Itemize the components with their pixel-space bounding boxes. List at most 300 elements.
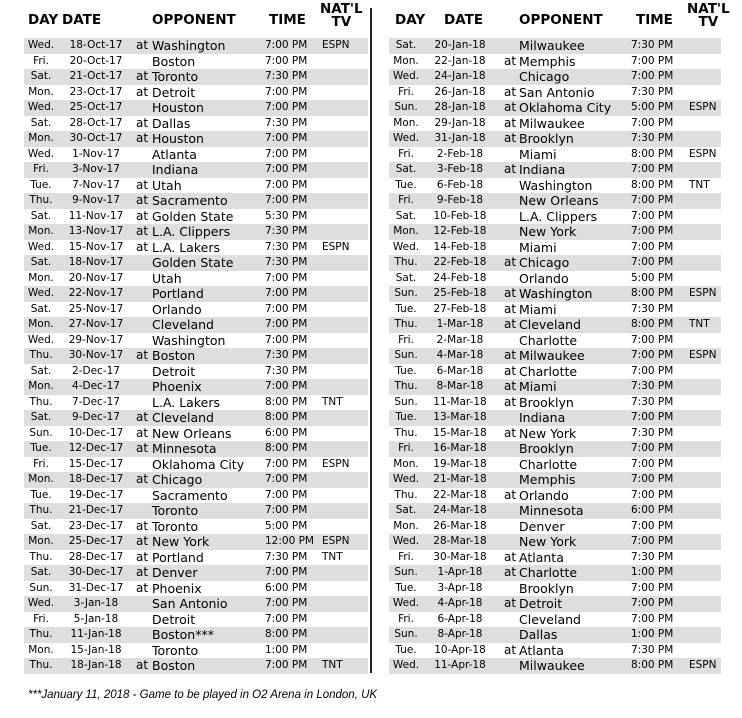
date-cell: 1-Nov-17 — [72, 147, 120, 160]
opponent-cell: Boston — [152, 658, 196, 673]
game-row — [389, 131, 721, 147]
date-cell: 9-Feb-18 — [436, 194, 484, 206]
time-cell: 12:00 PM — [265, 535, 314, 547]
game-row — [389, 364, 721, 380]
time-cell: 8:00 PM — [631, 147, 674, 160]
away-marker: at — [504, 162, 517, 176]
date-cell: 4-Apr-18 — [437, 597, 483, 609]
game-row — [24, 426, 368, 442]
opponent-cell: Indiana — [152, 162, 199, 177]
game-row — [24, 658, 368, 674]
opponent-cell: Charlotte — [519, 332, 578, 348]
opponent-cell: Memphis — [519, 53, 576, 69]
game-row — [24, 612, 368, 628]
date-cell: 12-Feb-18 — [433, 225, 487, 237]
game-row — [389, 240, 721, 256]
day-cell: Mon. — [28, 225, 54, 237]
date-cell: 28-Dec-17 — [68, 550, 124, 563]
opponent-cell: Oklahoma City — [152, 456, 245, 472]
date-cell: 28-Oct-17 — [69, 116, 123, 129]
time-cell: 7:00 PM — [631, 163, 674, 175]
game-row — [389, 550, 721, 566]
date-cell: 3-Jan-18 — [73, 597, 119, 609]
opponent-cell: Toronto — [152, 69, 199, 84]
day-cell: Wed. — [392, 659, 420, 671]
day-cell: Thu. — [29, 659, 53, 671]
opponent-cell: Miami — [519, 239, 557, 255]
away-marker: at — [504, 549, 517, 564]
game-row — [24, 488, 368, 504]
date-cell: 2-Mar-18 — [436, 333, 484, 346]
game-row — [24, 317, 368, 333]
day-cell: Thu. — [29, 349, 53, 361]
day-cell: Mon. — [28, 643, 54, 656]
time-cell: 7:30 PM — [265, 550, 308, 563]
tv-cell: ESPN — [322, 457, 350, 470]
time-cell: 7:00 PM — [265, 457, 308, 470]
date-cell: 23-Oct-17 — [69, 85, 123, 98]
opponent-cell: New York — [519, 425, 577, 441]
opponent-cell: Brooklyn — [519, 394, 574, 410]
date-cell: 13-Nov-17 — [68, 225, 124, 237]
time-cell: 7:00 PM — [265, 473, 308, 485]
game-row — [389, 519, 721, 535]
away-marker: at — [136, 658, 149, 672]
day-cell: Sun. — [29, 426, 53, 439]
game-row — [24, 286, 368, 302]
date-cell: 3-Apr-18 — [437, 581, 483, 594]
time-cell: 7:00 PM — [265, 566, 308, 578]
date-cell: 15-Jan-18 — [70, 643, 122, 656]
date-cell: 19-Dec-17 — [68, 488, 124, 501]
opponent-cell: Atlanta — [519, 642, 564, 658]
opponent-cell: Toronto — [152, 642, 199, 658]
date-cell: 26-Jan-18 — [434, 85, 486, 98]
opponent-cell: Golden State — [152, 255, 234, 270]
day-cell: Tue. — [30, 178, 52, 191]
away-marker: at — [136, 224, 149, 238]
day-cell: Sat. — [395, 209, 417, 222]
date-cell: 30-Dec-17 — [68, 566, 124, 578]
game-row — [389, 255, 721, 271]
time-cell: 7:00 PM — [265, 302, 308, 315]
day-cell: Sun. — [394, 628, 418, 640]
date-cell: 28-Mar-18 — [433, 535, 487, 547]
time-cell: 7:00 PM — [631, 519, 674, 532]
header-national-tv — [687, 3, 730, 29]
opponent-cell: L.A. Lakers — [152, 394, 220, 410]
away-marker: at — [504, 363, 517, 378]
opponent-cell: San Antonio — [519, 84, 595, 100]
away-marker: at — [136, 208, 149, 223]
schedule-right-column — [389, 0, 730, 674]
opponent-cell: Phoenix — [152, 379, 202, 394]
opponent-cell: Indiana — [519, 410, 566, 425]
column-headers — [24, 0, 368, 38]
time-cell: 8:00 PM — [265, 628, 308, 640]
game-row — [389, 85, 721, 101]
time-cell: 7:00 PM — [631, 333, 674, 346]
time-cell: 7:00 PM — [631, 535, 674, 547]
game-row — [389, 54, 721, 70]
time-cell: 7:00 PM — [265, 147, 308, 160]
time-cell: 7:00 PM — [631, 411, 674, 423]
tv-cell: ESPN — [689, 349, 717, 361]
away-marker: at — [504, 425, 517, 440]
game-row — [24, 85, 368, 101]
date-cell: 8-Mar-18 — [436, 380, 484, 392]
tv-cell: ESPN — [689, 287, 717, 299]
time-cell: 7:00 PM — [631, 597, 674, 609]
day-cell: Wed. — [392, 535, 420, 547]
away-marker: at — [504, 84, 517, 99]
away-marker: at — [136, 115, 149, 130]
game-row — [24, 193, 368, 209]
date-cell: 5-Jan-18 — [73, 612, 119, 625]
date-cell: 9-Dec-17 — [72, 411, 120, 423]
opponent-cell: Milwaukee — [519, 348, 585, 363]
game-row — [24, 271, 368, 287]
time-cell: 7:00 PM — [631, 488, 674, 501]
date-cell: 30-Oct-17 — [69, 132, 123, 144]
day-cell: Sat. — [395, 504, 417, 516]
time-cell: 7:00 PM — [631, 457, 674, 470]
header-date: DATE — [62, 12, 102, 28]
away-marker: at — [136, 193, 149, 207]
date-cell: 20-Oct-17 — [69, 54, 123, 67]
header-time: TIME — [636, 12, 673, 28]
date-cell: 22-Jan-18 — [434, 54, 486, 67]
date-cell: 23-Dec-17 — [68, 519, 124, 532]
day-cell: Fri. — [398, 333, 414, 346]
day-cell: Mon. — [28, 85, 54, 98]
game-row — [389, 69, 721, 85]
date-cell: 3-Nov-17 — [72, 163, 120, 175]
day-cell: Sun. — [394, 287, 418, 299]
away-marker: at — [136, 177, 149, 192]
day-cell: Wed. — [392, 473, 420, 485]
away-marker: at — [136, 69, 149, 83]
game-row — [24, 38, 368, 54]
time-cell: 7:30 PM — [631, 85, 674, 98]
date-cell: 6-Feb-18 — [436, 178, 484, 191]
game-row — [24, 643, 368, 659]
tv-cell: TNT — [322, 550, 343, 563]
game-row — [24, 209, 368, 225]
day-cell: Tue. — [395, 364, 417, 377]
away-marker: at — [136, 239, 149, 254]
opponent-cell: Indiana — [519, 162, 566, 177]
opponent-cell: Chicago — [519, 69, 570, 84]
time-cell: 7:30 PM — [265, 70, 308, 82]
day-cell: Fri. — [398, 147, 414, 160]
date-cell: 6-Apr-18 — [437, 612, 483, 625]
time-cell: 7:30 PM — [631, 39, 674, 51]
time-cell: 6:00 PM — [265, 581, 308, 594]
game-row — [389, 565, 721, 581]
date-cell: 29-Jan-18 — [434, 116, 486, 129]
day-cell: Thu. — [394, 318, 418, 330]
date-cell: 25-Feb-18 — [433, 287, 487, 299]
time-cell: 8:00 PM — [265, 411, 308, 423]
day-cell: Fri. — [33, 163, 49, 175]
opponent-cell: Portland — [152, 549, 204, 565]
day-cell: Sun. — [394, 395, 418, 408]
opponent-cell: Boston*** — [152, 627, 214, 642]
day-cell: Sat. — [30, 302, 52, 315]
date-cell: 26-Mar-18 — [433, 519, 487, 532]
date-cell: 2-Feb-18 — [436, 147, 484, 160]
day-cell: Sat. — [30, 411, 52, 423]
game-row — [24, 534, 368, 550]
time-cell: 1:00 PM — [631, 628, 674, 640]
date-cell: 30-Nov-17 — [68, 349, 124, 361]
time-cell: 1:00 PM — [631, 566, 674, 578]
game-row — [24, 395, 368, 411]
time-cell: 7:00 PM — [265, 488, 308, 501]
date-cell: 24-Feb-18 — [433, 271, 487, 284]
away-marker: at — [504, 286, 517, 300]
away-marker: at — [136, 425, 149, 440]
away-marker: at — [504, 348, 517, 362]
date-cell: 21-Mar-18 — [433, 473, 487, 485]
time-cell: 8:00 PM — [631, 318, 674, 330]
day-cell: Mon. — [28, 535, 54, 547]
game-row — [24, 116, 368, 132]
date-cell: 18-Dec-17 — [68, 473, 124, 485]
opponent-cell: Cleveland — [152, 410, 214, 425]
opponent-cell: New York — [519, 224, 577, 239]
opponent-cell: Milwaukee — [519, 658, 585, 673]
game-row — [389, 317, 721, 333]
time-cell: 7:00 PM — [265, 178, 308, 191]
date-cell: 24-Jan-18 — [434, 70, 486, 82]
opponent-cell: Washington — [152, 332, 226, 348]
date-cell: 10-Feb-18 — [433, 209, 487, 222]
opponent-cell: Atlanta — [519, 549, 564, 565]
date-cell: 28-Jan-18 — [434, 101, 486, 113]
header-opponent: OPPONENT — [152, 12, 236, 28]
time-cell: 8:00 PM — [631, 178, 674, 191]
day-cell: Sun. — [394, 349, 418, 361]
date-cell: 20-Jan-18 — [434, 39, 486, 51]
time-cell: 7:00 PM — [265, 659, 308, 671]
tv-cell: ESPN — [689, 659, 717, 671]
date-cell: 18-Jan-18 — [70, 659, 122, 671]
game-row — [389, 209, 721, 225]
day-cell: Sat. — [30, 209, 52, 222]
day-cell: Tue. — [30, 488, 52, 501]
day-cell: Sat. — [30, 116, 52, 129]
header-date: DATE — [444, 12, 484, 28]
date-cell: 9-Nov-17 — [72, 194, 120, 206]
opponent-cell: Toronto — [152, 503, 199, 518]
day-cell: Sun. — [29, 581, 53, 594]
time-cell: 7:00 PM — [631, 194, 674, 206]
day-cell: Tue. — [395, 581, 417, 594]
game-row — [389, 426, 721, 442]
day-cell: Sat. — [30, 364, 52, 377]
away-marker: at — [504, 596, 517, 610]
day-cell: Mon. — [28, 132, 54, 144]
date-cell: 1-Apr-18 — [437, 566, 483, 578]
day-cell: Sat. — [30, 256, 52, 268]
time-cell: 7:30 PM — [265, 256, 308, 268]
game-row — [389, 333, 721, 349]
away-marker: at — [504, 100, 517, 114]
date-cell: 8-Apr-18 — [437, 628, 483, 640]
time-cell: 7:00 PM — [265, 54, 308, 67]
date-cell: 2-Dec-17 — [72, 364, 120, 377]
column-headers — [389, 0, 730, 38]
opponent-cell: Dallas — [519, 627, 558, 642]
time-cell: 7:30 PM — [265, 240, 308, 253]
date-cell: 27-Nov-17 — [68, 318, 124, 330]
game-row — [24, 348, 368, 364]
game-row — [24, 581, 368, 597]
game-row — [24, 596, 368, 612]
opponent-cell: Utah — [152, 177, 182, 193]
game-row — [24, 100, 368, 116]
opponent-cell: Denver — [152, 565, 198, 580]
day-cell: Thu. — [29, 628, 53, 640]
date-cell: 15-Nov-17 — [68, 240, 124, 253]
date-cell: 22-Nov-17 — [68, 287, 124, 299]
away-marker: at — [136, 580, 149, 595]
date-cell: 4-Dec-17 — [72, 380, 120, 392]
game-row — [24, 503, 368, 519]
away-marker: at — [504, 565, 517, 579]
game-row — [24, 410, 368, 426]
tv-cell: ESPN — [689, 147, 717, 160]
opponent-cell: New York — [519, 534, 577, 549]
day-cell: Wed. — [27, 597, 55, 609]
time-cell: 7:00 PM — [631, 225, 674, 237]
game-row — [389, 147, 721, 163]
opponent-cell: Utah — [152, 270, 182, 286]
time-cell: 7:30 PM — [265, 364, 308, 377]
game-row — [389, 193, 721, 209]
time-cell: 5:00 PM — [631, 101, 674, 113]
opponent-cell: Memphis — [519, 472, 576, 487]
game-row — [24, 519, 368, 535]
time-cell: 7:00 PM — [631, 442, 674, 454]
day-cell: Wed. — [392, 597, 420, 609]
away-marker: at — [136, 410, 149, 424]
time-cell: 1:00 PM — [265, 643, 308, 656]
day-cell: Sat. — [395, 163, 417, 175]
day-cell: Mon. — [393, 116, 419, 129]
day-cell: Wed. — [27, 101, 55, 113]
time-cell: 7:00 PM — [265, 612, 308, 625]
header-national-tv — [320, 3, 363, 29]
game-row — [24, 147, 368, 163]
game-row — [389, 178, 721, 194]
date-cell: 3-Feb-18 — [436, 163, 484, 175]
away-marker: at — [136, 38, 149, 52]
header-tv-line1: NAT'L — [320, 1, 363, 17]
opponent-cell: Chicago — [152, 472, 203, 487]
opponent-cell: Minnesota — [519, 503, 584, 518]
away-marker: at — [504, 115, 517, 130]
opponent-cell: L.A. Lakers — [152, 239, 220, 255]
time-cell: 6:00 PM — [631, 504, 674, 516]
opponent-cell: Orlando — [519, 270, 569, 286]
opponent-cell: Phoenix — [152, 580, 202, 596]
game-row — [24, 224, 368, 240]
time-cell: 8:00 PM — [631, 287, 674, 299]
game-row — [389, 488, 721, 504]
time-cell: 7:00 PM — [631, 209, 674, 222]
game-row — [389, 100, 721, 116]
away-marker: at — [136, 472, 149, 486]
game-row — [389, 581, 721, 597]
day-cell: Thu. — [29, 395, 53, 408]
day-cell: Thu. — [29, 504, 53, 516]
away-marker: at — [136, 84, 149, 99]
date-cell: 21-Oct-17 — [69, 70, 123, 82]
game-row — [389, 302, 721, 318]
day-cell: Wed. — [392, 240, 420, 253]
game-row — [24, 131, 368, 147]
game-row — [389, 643, 721, 659]
opponent-cell: New Orleans — [152, 425, 232, 441]
game-row — [24, 472, 368, 488]
opponent-cell: Brooklyn — [519, 441, 574, 456]
day-cell: Wed. — [27, 39, 55, 51]
day-cell: Sat. — [395, 39, 417, 51]
time-cell: 5:00 PM — [631, 271, 674, 284]
header-day: DAY — [28, 12, 59, 28]
day-cell: Tue. — [395, 643, 417, 656]
opponent-cell: Chicago — [519, 255, 570, 270]
day-cell: Fri. — [398, 194, 414, 206]
date-cell: 11-Nov-17 — [68, 209, 124, 222]
away-marker: at — [136, 518, 149, 533]
date-cell: 1-Mar-18 — [436, 318, 484, 330]
opponent-cell: L.A. Clippers — [152, 224, 231, 239]
date-cell: 11-Mar-18 — [433, 395, 487, 408]
date-cell: 15-Dec-17 — [68, 457, 124, 470]
opponent-cell: Charlotte — [519, 363, 578, 379]
opponent-cell: New Orleans — [519, 193, 599, 208]
tv-cell: ESPN — [689, 101, 717, 113]
time-cell: 7:00 PM — [265, 85, 308, 98]
time-cell: 7:30 PM — [631, 395, 674, 408]
away-marker: at — [504, 379, 517, 393]
game-row — [389, 379, 721, 395]
opponent-cell: Oklahoma City — [519, 100, 612, 115]
day-cell: Fri. — [398, 442, 414, 454]
away-marker: at — [136, 348, 149, 362]
away-marker: at — [504, 642, 517, 657]
opponent-cell: Charlotte — [519, 565, 578, 580]
tv-cell: ESPN — [322, 535, 350, 547]
opponent-cell: Minnesota — [152, 441, 217, 456]
tv-cell: TNT — [689, 318, 710, 330]
opponent-cell: Brooklyn — [519, 580, 574, 596]
opponent-cell: Houston — [152, 131, 204, 146]
date-cell: 19-Mar-18 — [433, 457, 487, 470]
game-row — [389, 395, 721, 411]
opponent-cell: Miami — [519, 301, 557, 317]
away-marker: at — [136, 441, 149, 455]
opponent-cell: Orlando — [152, 301, 202, 317]
opponent-cell: Cleveland — [152, 317, 214, 332]
opponent-cell: Cleveland — [519, 317, 581, 332]
opponent-cell: Sacramento — [152, 193, 228, 208]
game-row — [24, 240, 368, 256]
